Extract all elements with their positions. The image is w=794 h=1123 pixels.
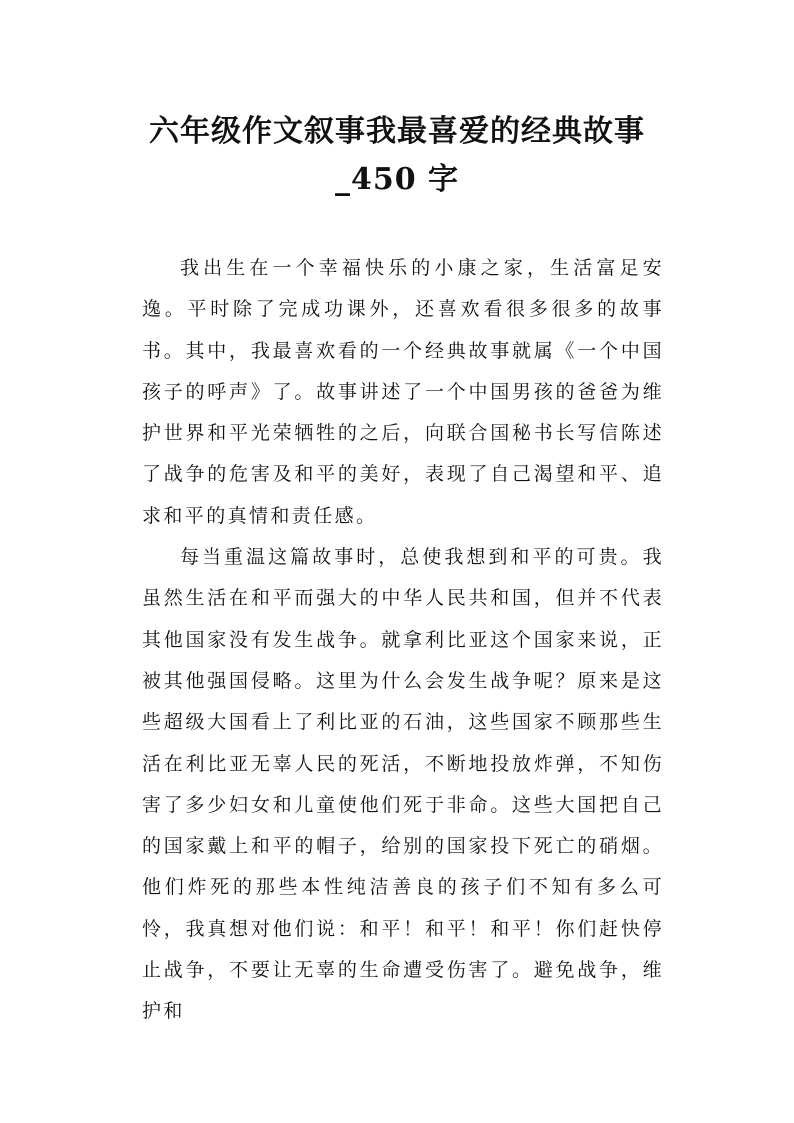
paragraph-2: 每当重温这篇故事时，总使我想到和平的可贵。我虽然生活在和平而强大的中华人民共和国，但并不代表其他国家没有发生战争。就拿利比亚这个国家来说，正被其他强国侵略。这里为什么会发生战争呢？原来是这些超级大国看上了利比亚的石油，这些国家不顾那些生活在利比亚无辜人民的死活，不断地投放炸弹，不知伤害了多少妇女和儿童使他们死于非命。这些大国把自己的国家戴上和平的帽子，给别的国家投下死亡的硝烟。他们炸死的那些本性纯洁善良的孩子们不知有多么可怜，我真想对他们说：和平！和平！和平！你们赶快停止战争，不要让无辜的生命遭受伤害了。避免战争，维护和	[142, 546, 664, 1023]
document-body	[142, 248, 664, 1033]
document-title	[110, 108, 684, 204]
title-line-2: _450 字	[334, 162, 460, 197]
paragraph-1: 我出生在一个幸福快乐的小康之家，生活富足安逸。平时除了完成功课外，还喜欢看很多很多的故事书。其中，我最喜欢看的一个经典故事就属《一个中国孩子的呼声》了。故事讲述了一个中国男孩的爸爸为维护世界和平光荣牺牲的之后，向联合国秘书长写信陈述了战争的危害及和平的美好，表现了自己渴望和平、追求和平的真情和责任感。	[142, 257, 664, 527]
title-line-1: 六年级作文叙事我最喜爱的经典故事	[149, 114, 645, 149]
